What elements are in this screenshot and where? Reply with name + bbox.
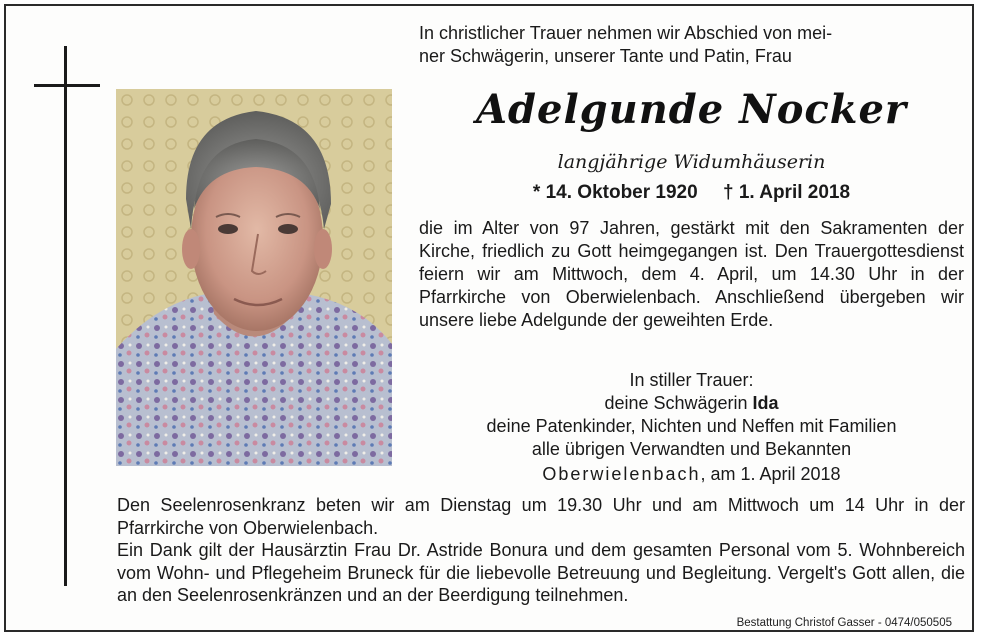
deceased-subtitle: langjährige Widumhäuserin	[557, 151, 826, 173]
cross-icon-horizontal	[34, 84, 100, 87]
mourners-line-2: deine Patenkinder, Nichten und Neffen mit Familien	[486, 416, 897, 436]
cross-icon-vertical	[64, 46, 67, 586]
obituary-body: die im Alter von 97 Jahren, gestärkt mit den Sakramenten der Kirche, friedlich zu Gott heimgegangen ist. Den Trauergottesdienst feiern wir am Mittwoch, dem 4. April, um 14.30 Uhr in der Pfarrkirche von Oberwielenbach. Anschließend übergeben wir unsere liebe Adelgunde der geweihten Erde.	[419, 218, 964, 330]
thanks-notice: Ein Dank gilt der Hausärztin Frau Dr. Astride Bonura und dem gesamten Personal vom 5. Wohnbereich vom Wohn- und Pflegeheim Bruneck für die liebevolle Betreuung und Begleitung. Vergelt's Gott allen, die an den Seelenrosenkränzen und an der Beerdigung teilnehmen.	[117, 540, 965, 605]
intro-text	[419, 22, 964, 68]
mourners-line-1-prefix: deine Schwägerin	[604, 393, 753, 413]
portrait-photo	[116, 89, 392, 466]
deceased-name: Adelgunde Nocker	[476, 86, 907, 133]
intro-line-1: In christlicher Trauer nehmen wir Abschied von mei-	[419, 23, 833, 43]
rosary-notice: Den Seelenrosenkranz beten wir am Dienstag um 19.30 Uhr und am Mittwoch um 14 Uhr in der Pfarrkirche von Oberwielenbach.	[117, 495, 965, 538]
place-date	[419, 464, 964, 485]
obituary-frame	[4, 4, 974, 632]
place: Oberwielenbach	[542, 464, 701, 484]
intro-line-2: ner Schwägerin, unserer Tante und Patin, Frau	[419, 46, 792, 66]
life-dates	[419, 182, 964, 204]
mourners-line-1	[419, 392, 964, 415]
birth-date: * 14. Oktober 1920	[532, 182, 698, 203]
mourners-heading: In stiller Trauer:	[629, 370, 754, 390]
date: , am 1. April 2018	[700, 464, 841, 484]
mourners-block	[419, 369, 964, 461]
mourners-line-3: alle übrigen Verwandten und Bekannten	[531, 439, 852, 459]
death-date: † 1. April 2018	[722, 182, 851, 203]
mourners-line-1-name: Ida	[752, 393, 779, 413]
bottom-notices	[117, 494, 965, 607]
undertaker-credit: Bestattung Christof Gasser - 0474/050505	[736, 617, 952, 629]
